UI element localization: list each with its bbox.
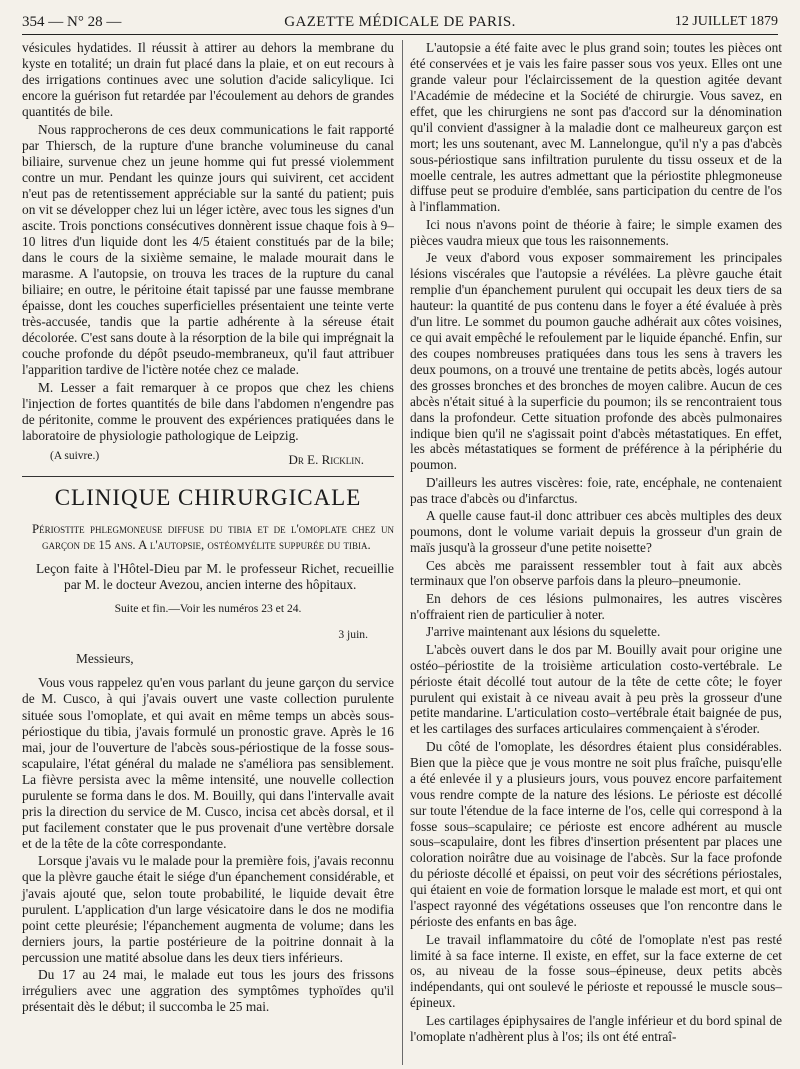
paragraph: L'autopsie a été faite avec le plus grand soin; toutes les pièces ont été conservées et je vais les faire passer sous vos yeux. Elles ont une grande valeur pour l'éclaircissement de la question agitée devant l'Académie de médecine et la Société de chirurgie. Vous savez, en effet, que les chirurgiens ne sont pas d'accord sur la dénomination qu'il convient d'assigner à la maladie dont ce malheureux garçon est mort; les uns soutenant, avec M. Lannelongue, qu'il n'y a pas d'abcès sous-périostique sans infiltration purulente du tissu osseux et de la moelle centrale, les autres admettant que la périostite phlegmoneuse diffuse peut se produire d'emblée, sans participation du centre de l'os à l'inflammation. — [410, 40, 782, 215]
right-column — [410, 40, 782, 1065]
paragraph: Les cartilages épiphysaires de l'angle inférieur et du bord spinal de l'omoplate n'adhèrent plus à l'os; ils ont été entraî- — [410, 1012, 782, 1044]
paragraph: vésicules hydatides. Il réussit à attirer au dehors la membrane du kyste en totalité; un drain fut placé dans la plaie, et on eut recours à des irrigations continues avec une solution d'acide salicylique. Ici encore la guérison fut retardée par l'écoulement au dehors de grandes quantités de bile. — [22, 40, 394, 120]
paragraph: En dehors de ces lésions pulmonaires, les autres viscères n'offraient rien de particulier à noter. — [410, 590, 782, 622]
paragraph: Du côté de l'omoplate, les désordres étaient plus considérables. Bien que la pièce que je vous montre ne soit plus fraîche, puisqu'elle a été enlevée il y a plusieurs jours, vous pouvez encore parfaitement vous rendre compte de la nature des lésions. Le périoste est décollé sur toute l'étendue de la face interne de l'os, celle qui correspond à la fosse sous–scapulaire; ce périoste est encore adhérent au muscle sous–scapulaire, dont les fibres d'insertion présentent par places une coloration noirâtre due au voisinage de l'abcès. Sur la face profonde du périoste décollé et épaissi, on peut voir des sécrétions périostales, qui étaient en voie de formation lorsque le malade est mort, et qui ont l'aspect rayonné des végétations osseuses que l'on rencontre dans le périoste des enfants en bas âge. — [410, 738, 782, 930]
paragraph: Vous vous rappelez qu'en vous parlant du jeune garçon du service de M. Cusco, à qui j'avais ouvert une vaste collection purulente située sous l'omoplate, et qui avait en même temps un abcès sous-périostique du tibia, j'avais formulé un pronostic grave. Après le 16 mai, jour de l'ouverture de l'abcès sous-périostique de la fosse sous-scapulaire, l'état général du malade ne s'améliora pas sensiblement. La fièvre persista avec la même intensité, une nouvelle collection purulente se forma dans le dos. M. Bouilly, qui dans l'intervalle avait pris la direction du service de M. Cusco, incisa cet abcès dorsal, et il put facilement constater que le pus provenait d'une vertèbre dorsale et de la tête de la côte correspondante. — [22, 675, 394, 851]
paragraph: J'arrive maintenant aux lésions du squelette. — [426, 624, 661, 640]
column-divider — [402, 40, 403, 1065]
lecture-credit: Leçon faite à l'Hôtel-Dieu par M. le professeur Richet, recueillie par M. le docteur Avezou, ancien interne des hôpitaux. — [36, 561, 394, 593]
article-subtitle: Périostite phlegmoneuse diffuse du tibia et de l'omoplate chez un garçon de 15 ans. A l'autopsie, ostéomyélite suppurée du tibia. — [32, 522, 394, 553]
paragraph: Lorsque j'avais vu le malade pour la première fois, j'avais reconnu que la plèvre gauche était le siége d'un épanchement considérable, et j'avais ajouté que, selon toute probabilité, le liquide devait être purulent. L'application d'un large vésicatoire dans le dos ne modifia point cette pleurésie; l'épanchement augmenta de volume; dans les derniers jours, la partie postérieure de la poitrine donnait à la percussion une matité absolue dans les deux tiers inférieurs. — [22, 853, 394, 965]
page-header — [22, 10, 778, 35]
issue-date: 12 JUILLET 1879 — [674, 14, 778, 29]
paragraph: D'ailleurs les autres viscères: foie, rate, encéphale, ne contenaient pas trace d'abcès ou d'infarctus. — [410, 474, 782, 506]
paragraph: A quelle cause faut-il donc attribuer ces abcès multiples des deux poumons, dont le volume variait depuis la grosseur d'un grain de maïs jusqu'à la grosseur d'une petite noisette? — [410, 508, 782, 556]
lecture-date: 3 juin. — [338, 628, 368, 642]
paragraph: Nous rapprocherons de ces deux communications le fait rapporté par Thiersch, de la rupture d'une branche volumineuse du canal biliaire, survenue chez un jeune homme qui fut pressé violemment contre un mur. Pendant les quinze jours qui suivirent, cet accident n'eut pas de retentissement appréciable sur la santé du patient; puis on vit se développer chez lui un léger ictère, avec tous les signes d'un ascite. Trois ponctions consécutives donnèrent issue chaque fois à 9–10 litres d'un liquide dont les 4/5 étaient constitués par de la bile; dans le cours de la sixième semaine, le malade mourait dans le marasme. A l'autopsie, on trouva les traces de la rupture du canal biliaire; en outre, le péritoine était tapissé par une fausse membrane épaisse, dont les couches superficielles présentaient une teinte verte très-accusée, tandis que la partie adhérente à la séreuse était décolorée. C'est sans doute à la résorption de la bile qui imprégnait la couche profonde du dépôt pseudo-membraneux, qu'il faut attribuer l'apparition tardive de l'ictère notée chez ce malade. — [22, 121, 394, 378]
continuation-note: Suite et fin.—Voir les numéros 23 et 24. — [114, 602, 302, 616]
journal-title: GAZETTE MÉDICALE DE PARIS. — [284, 14, 516, 30]
paragraph: Je veux d'abord vous exposer sommairement les principales lésions viscérales que l'autopsie a révélées. La plèvre gauche était remplie d'un épanchement purulent qui occupait les deux tiers de sa hauteur: la quantité de pus contenu dans le foyer a été évaluée à près d'un litre. Le sommet du poumon gauche adhérait aux côtes voisines, ce qui avait empêché le refoulement par le liquide épanché. Enfin, sur des coupes nombreuses pratiquées dans tous les sens à travers les deux poumons, on a trouvé une trentaine de petits abcès, logés autour des grosses bronches et des bronches de moyen calibre. Aucun de ces abcès n'était situé à la superficie du poumon; ils se rencontraient tous dans la profondeur. Cette situation profonde des abcès pulmonaires indique bien qu'il ne s'agissait point d'abcès métastatiques. En effet, les abcès métastatiques se forment de préférence à la périphérie du poumon. — [410, 250, 782, 473]
article-footer — [22, 448, 394, 470]
to-be-continued: (A suivre.) — [50, 450, 100, 463]
author-signature: Dr E. Ricklin. — [288, 452, 364, 468]
paragraph: L'abcès ouvert dans le dos par M. Bouilly avait pour origine une ostéo–périostite de la troisième articulation costo-vertébrale. Le périoste était décollé tout autour de la tête de cette côte; le foyer purulent qui existait à ce niveau avait à peu près la grosseur d'une petite mandarine. L'articulation costo–vertébrale était baignée de pus, et les cartilages des surfaces articulaires commençaient à s'éroder. — [410, 641, 782, 737]
issue-number: — N° 28 — — [48, 14, 122, 30]
page-number: 354 — [22, 14, 45, 30]
paragraph: Le travail inflammatoire du côté de l'omoplate n'est pas resté limité à sa face interne. Il existe, en effet, sur la face externe de cet os, au niveau de la fosse sous–épineuse, deux petits abcès indépendants, qui ont soulevé le périoste et repoussé le muscle sous–épineux. — [410, 931, 782, 1011]
paragraph: M. Lesser a fait remarquer à ce propos que chez les chiens l'injection de fortes quantités de bile dans l'abdomen n'engendre pas de péritonite, comme le prouvent des expériences pratiquées dans le laboratoire de physiologie pathologique de Leipzig. — [22, 379, 394, 444]
section-divider — [22, 476, 394, 477]
section-title: CLINIQUE CHIRURGICALE — [54, 485, 362, 511]
paragraph: Ces abcès me paraissent ressembler tout à fait aux abcès terminaux que l'on observe parfois dans la pleuro–pneumonie. — [410, 557, 782, 589]
left-column — [22, 40, 394, 1065]
paragraph: Du 17 au 24 mai, le malade eut tous les jours des frissons irréguliers avec une aggration des symptômes typhoïdes qu'il présentait dès le début; il succomba le 25 mai. — [22, 967, 394, 1015]
salutation: Messieurs, — [76, 651, 134, 667]
paragraph: Ici nous n'avons point de théorie à faire; le simple examen des pièces vaudra mieux que tous les raisonnements. — [410, 216, 782, 248]
